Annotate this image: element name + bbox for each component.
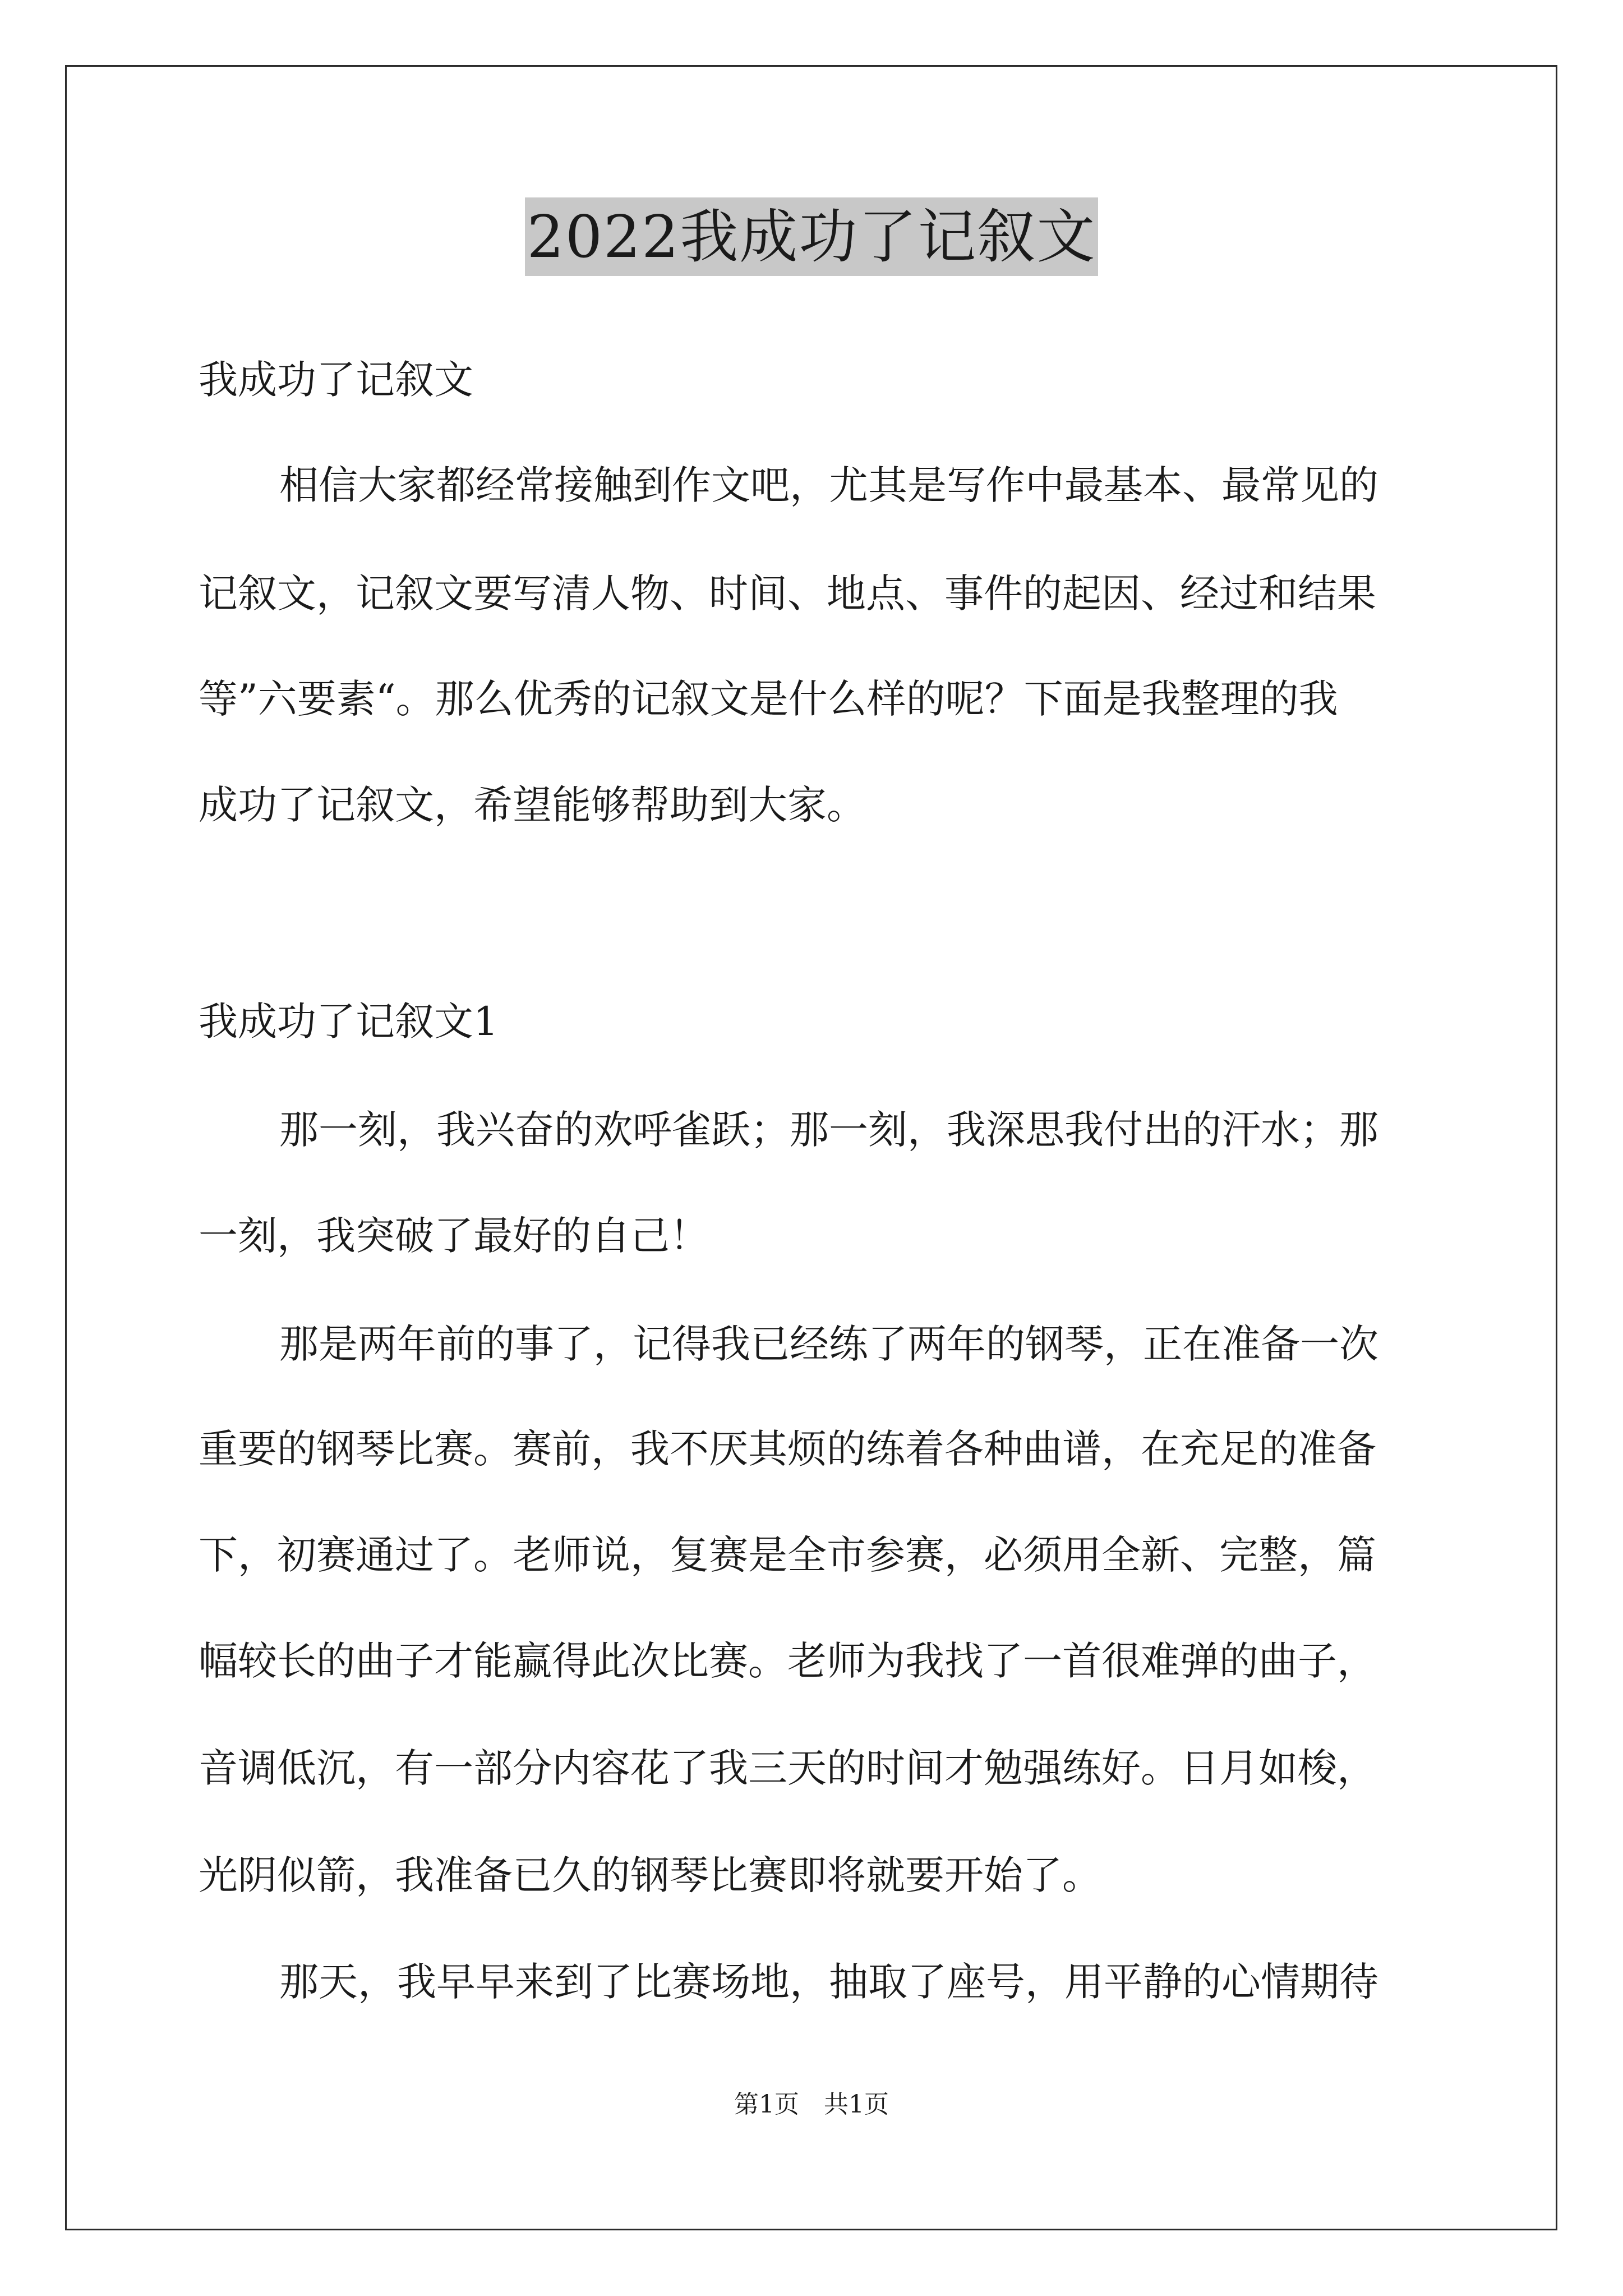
- paragraph-line: 记叙文，记叙文要写清人物、时间、地点、事件的起因、经过和结果: [199, 570, 1376, 616]
- paragraph-line: 下，初赛通过了。老师说，复赛是全市参赛，必须用全新、完整，篇: [199, 1532, 1376, 1578]
- paragraph-line: 等”六要素“。那么优秀的记叙文是什么样的呢？下面是我整理的我: [199, 676, 1338, 722]
- paragraph-line: 那是两年前的事了，记得我已经练了两年的钢琴，正在准备一次: [279, 1321, 1378, 1367]
- section-heading: 我成功了记叙文1: [199, 999, 499, 1045]
- paragraph-line: 成功了记叙文，希望能够帮助到大家。: [199, 782, 866, 828]
- paragraph-line: 光阴似箭，我准备已久的钢琴比赛即将就要开始了。: [199, 1852, 1101, 1898]
- paragraph-line: 一刻，我突破了最好的自己！: [199, 1213, 709, 1259]
- intro-heading: 我成功了记叙文: [199, 357, 473, 403]
- paragraph-line: 那天，我早早来到了比赛场地，抽取了座号，用平静的心情期待: [279, 1959, 1378, 2005]
- paragraph-line: 重要的钢琴比赛。赛前，我不厌其烦的练着各种曲谱，在充足的准备: [199, 1426, 1376, 1472]
- document-title: 2022我成功了记叙文: [525, 197, 1099, 276]
- paragraph-line: 音调低沉，有一部分内容花了我三天的时间才勉强练好。日月如梭，: [199, 1745, 1376, 1791]
- paragraph-line: 那一刻，我兴奋的欢呼雀跃；那一刻，我深思我付出的汗水；那: [279, 1107, 1378, 1153]
- paragraph-line: 相信大家都经常接触到作文吧，尤其是写作中最基本、最常见的: [279, 462, 1378, 508]
- paragraph-line: 幅较长的曲子才能赢得此次比赛。老师为我找了一首很难弹的曲子，: [199, 1638, 1376, 1684]
- title-container: [0, 197, 1623, 276]
- page-footer: 第1页 共1页: [734, 2090, 889, 2119]
